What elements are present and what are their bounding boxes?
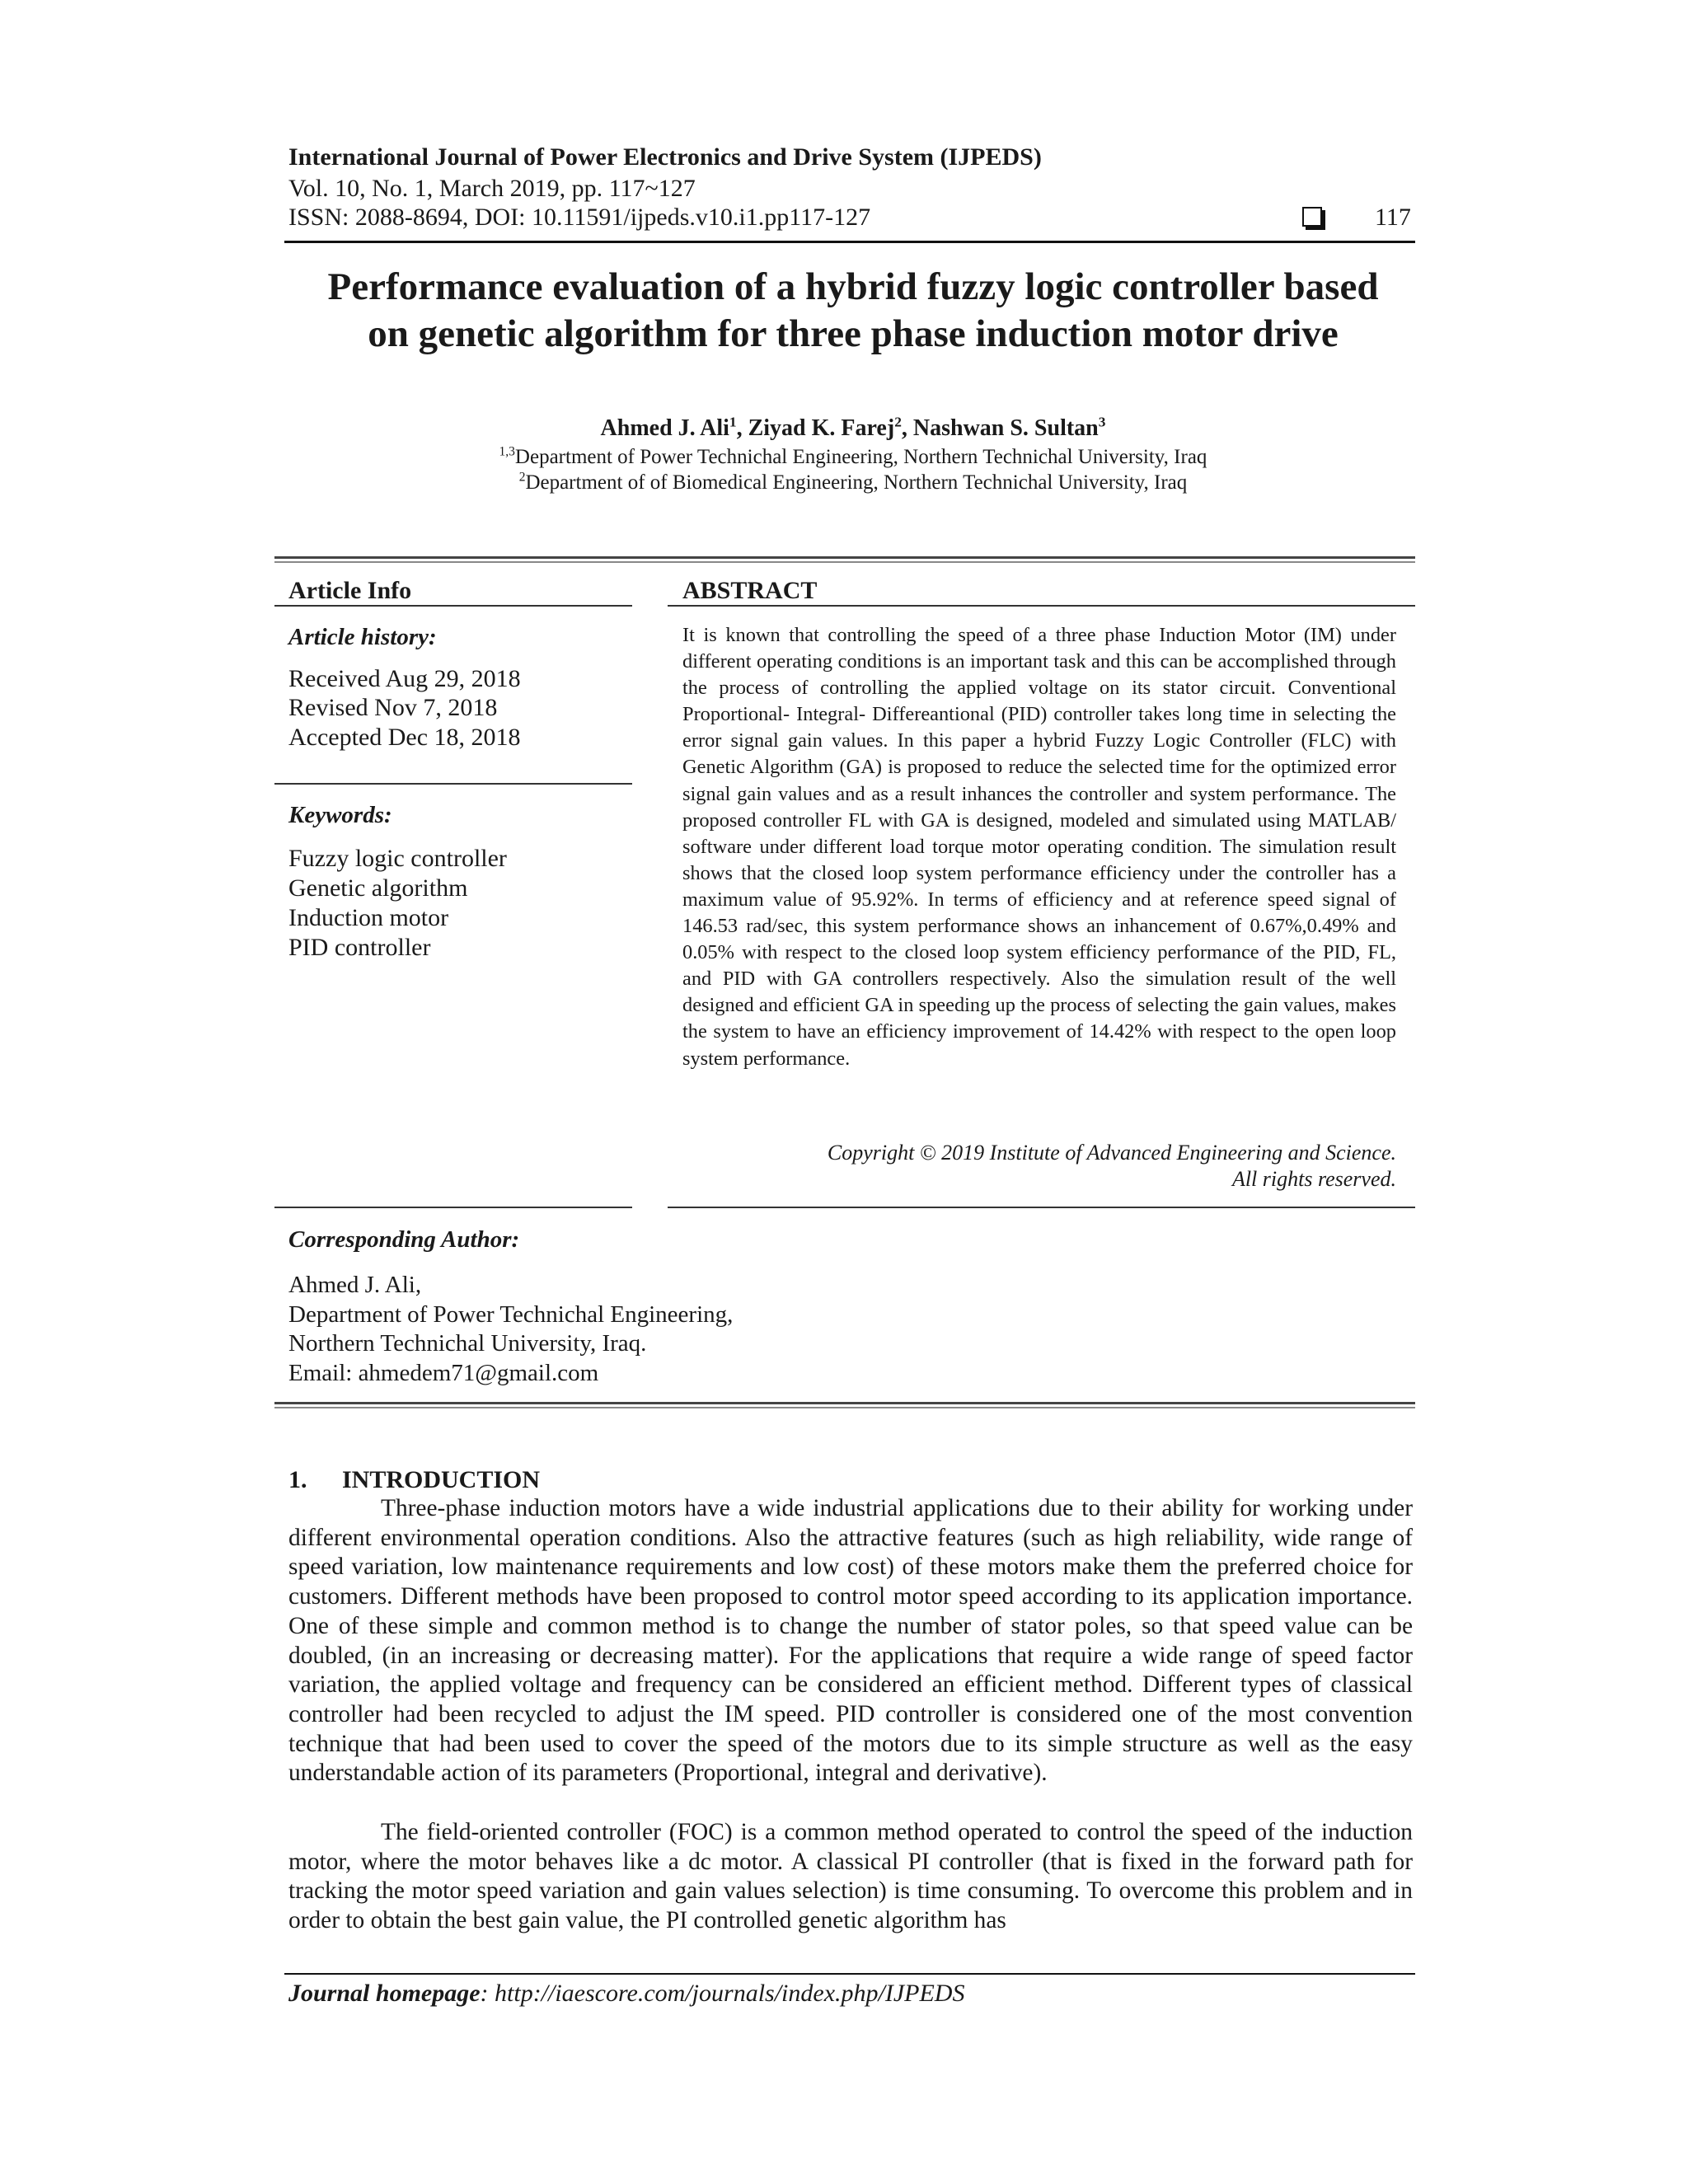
volume-line: Vol. 10, No. 1, March 2019, pp. 117~127	[288, 175, 696, 202]
issn-line: ISSN: 2088-8694, DOI: 10.11591/ijpeds.v10.i1.pp117-127	[288, 204, 871, 231]
author-sep: ,	[901, 415, 913, 441]
square-icon	[1302, 207, 1322, 227]
affiliation-sup: 1,3	[499, 444, 515, 459]
title-line-1: Performance evaluation of a hybrid fuzzy logic controller based	[327, 265, 1379, 308]
homepage-url[interactable]: : http://iaescore.com/journals/index.php/IJPEDS	[480, 1980, 965, 2007]
author-sup: 1	[729, 414, 737, 430]
header-rule	[284, 241, 1415, 243]
column-rule	[274, 1207, 632, 1208]
homepage-label: Journal homepage	[288, 1980, 481, 2007]
corresponding-university: Northern Technichal University, Iraq.	[288, 1330, 647, 1357]
paragraph: The field-oriented controller (FOC) is a common method operated to control the speed of the induction motor, where the motor behaves like a dc motor. A classical PI controller (that is fixed in the forward path for tracking the motor speed variation and gain values selection) is time consuming. To overcome this problem and in order to obtain the best gain value, the PI controlled genetic algorithm has	[288, 1819, 1413, 1934]
journal-name: International Journal of Power Electronics and Drive System (IJPEDS)	[288, 143, 1042, 171]
section-rule	[274, 1407, 1415, 1408]
corresponding-author-heading: Corresponding Author:	[288, 1226, 520, 1253]
rights-line: All rights reserved.	[1231, 1167, 1396, 1191]
title-line-2: on genetic algorithm for three phase induction motor drive	[368, 312, 1339, 355]
column-rule	[668, 605, 1415, 607]
corresponding-name: Ahmed J. Ali,	[288, 1272, 422, 1298]
keyword-item: PID controller	[288, 934, 431, 961]
affiliation-text: Department of Power Technichal Engineering, Northern Technichal University, Iraq	[514, 446, 1207, 468]
paper-title	[247, 264, 1459, 358]
section-number: 1.	[288, 1466, 307, 1493]
column-rule	[274, 783, 632, 785]
keyword-item: Fuzzy logic controller	[288, 845, 507, 872]
keyword-item: Genetic algorithm	[288, 874, 468, 902]
paragraph: Three-phase induction motors have a wide industrial applications due to their ability for working under different environmental operation conditions. Also the attractive features (such as high reliability, wide range of speed variation, low maintenance requirements and low cost) of these motors make them the preferred choice for customers. Different methods have been proposed to control motor speed according to its application importance. One of these simple and common method is to change the number of stator poles, so that speed value can be doubled, (in an increasing or decreasing matter). For the applications that require a wide range of speed factor variation, the applied voltage and frequency can be considered an efficient method. Different types of classical controller had been recycled to adjust the IM speed. PID controller is considered one of the most convention technique that had been used to cover the speed of the motors due to its simple structure as well as the easy understandable action of its parameters (Proportional, integral and derivative).	[288, 1495, 1413, 1787]
page-number: 117	[1375, 204, 1411, 231]
abstract-heading: ABSTRACT	[682, 577, 818, 604]
corresponding-email: Email: ahmedem71@gmail.com	[288, 1360, 599, 1386]
author-name: Nashwan S. Sultan	[912, 415, 1099, 441]
article-history-heading: Article history:	[288, 624, 437, 650]
history-received: Received Aug 29, 2018	[288, 665, 521, 692]
keywords-heading: Keywords:	[288, 802, 392, 828]
copyright-line: Copyright © 2019 Institute of Advanced Engineering and Science.	[827, 1141, 1396, 1165]
corresponding-department: Department of Power Technichal Engineering,	[288, 1301, 734, 1328]
author-list	[247, 415, 1459, 442]
affiliation-2	[247, 471, 1459, 494]
footer-rule	[284, 1973, 1415, 1975]
author-sup: 3	[1098, 414, 1106, 430]
section-heading: INTRODUCTION	[342, 1466, 541, 1493]
history-accepted: Accepted Dec 18, 2018	[288, 724, 521, 751]
section-rule	[274, 561, 1415, 563]
author-name: Ziyad K. Farej	[748, 415, 895, 441]
author-sup: 2	[894, 414, 902, 430]
author-name: Ahmed J. Ali	[600, 415, 729, 441]
history-revised: Revised Nov 7, 2018	[288, 694, 498, 721]
journal-homepage	[288, 1980, 964, 2008]
affiliation-1	[247, 446, 1459, 469]
section-rule	[274, 556, 1415, 559]
affiliation-text: Department of of Biomedical Engineering, Northern Technichal University, Iraq	[525, 471, 1188, 494]
section-rule	[274, 1402, 1415, 1404]
abstract-text: It is known that controlling the speed of a three phase Induction Motor (IM) under different operating conditions is an important task and this can be accomplished through the process of controlling the applied voltage on its stator circuit. Conventional Proportional- Integral- Differeantional (PID) controller takes long time in selecting the error signal gain values. In this paper a hybrid Fuzzy Logic Controller (FLC) with Genetic Algorithm (GA) is proposed to reduce the selected time for the optimized error signal gain values and as a result inhances the controller and system performance. The proposed controller FL with GA is designed, modeled and simulated using MATLAB/ software under different load torque motor operating condition. The simulation result shows that the closed loop system performance efficiency under the controller has a maximum value of 95.92%. In terms of efficiency and at reference speed signal of 146.53 rad/sec, this system performance shows an inhancement of 0.67%,0.49% and 0.05% with respect to the closed loop system efficiency performance of the PID, FL, and PID with GA controllers respectively. Also the simulation result of the well designed and efficient GA in speeding up the process of selecting the gain values, makes the system to have an efficiency improvement of 14.42% with respect to the open loop system performance.	[682, 624, 1396, 1070]
author-sep: ,	[736, 415, 748, 441]
article-info-heading: Article Info	[288, 577, 412, 604]
keyword-item: Induction motor	[288, 904, 449, 931]
column-rule	[274, 605, 632, 607]
column-rule	[668, 1207, 1415, 1208]
affiliation-sup: 2	[518, 470, 526, 485]
